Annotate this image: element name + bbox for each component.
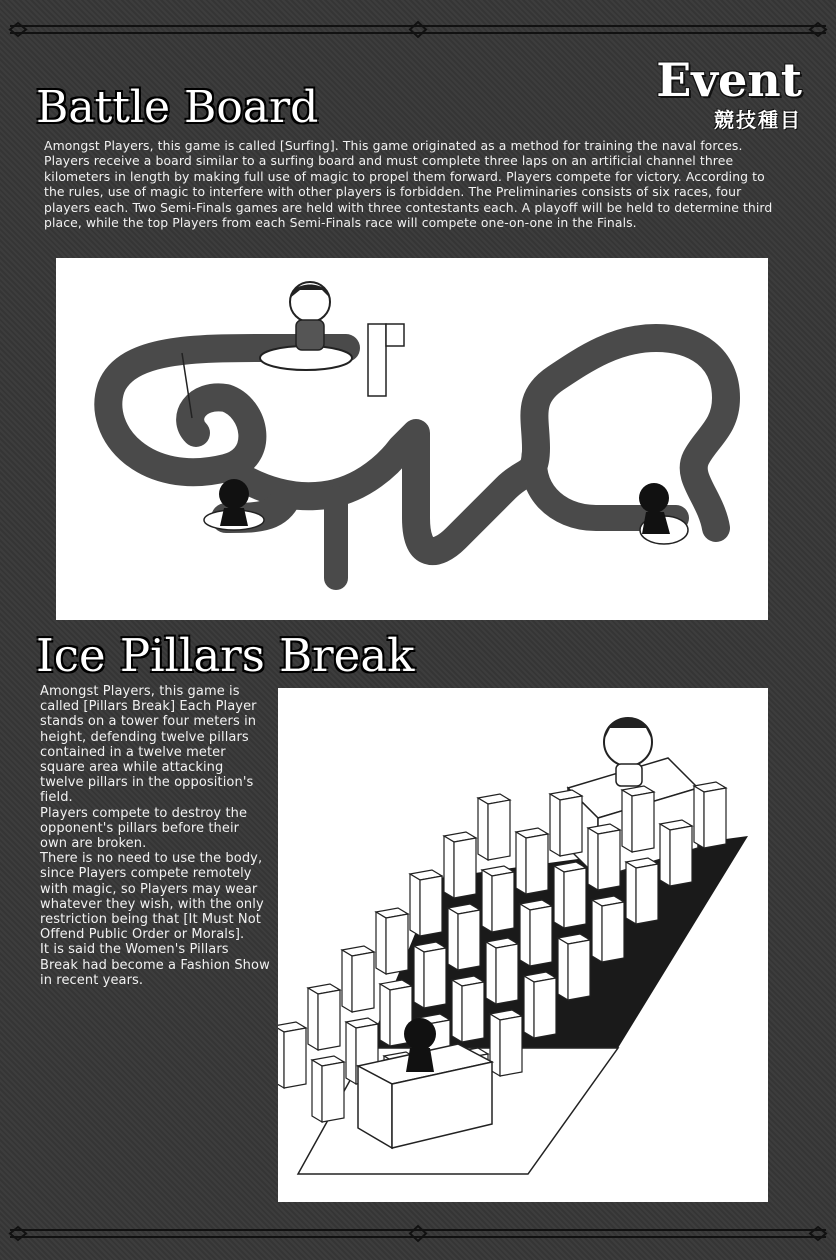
ice-pillar [660, 820, 692, 886]
ice-pillar [694, 782, 726, 848]
ice-pillar [626, 858, 658, 924]
battle-board-title: Battle Board [36, 82, 319, 133]
ice-pillar [516, 828, 548, 894]
event-badge [656, 53, 802, 133]
ice-pillar [278, 1022, 306, 1088]
ice-pillar [622, 786, 654, 852]
ice-pillar [588, 824, 620, 890]
ice-pillar [410, 870, 442, 936]
ice-pillar [558, 934, 590, 1000]
ice-pillars-illustration [278, 688, 768, 1202]
battle-board-description [44, 138, 779, 230]
start-gate [368, 324, 404, 396]
ice-pillar [554, 862, 586, 928]
ice-pillar [452, 976, 484, 1042]
bottom-ornament-border [0, 1222, 836, 1246]
event-kanji-label: 競技種目 [714, 108, 802, 132]
ice-pillar [550, 790, 582, 856]
ice-pillar [444, 832, 476, 898]
ice-pillar [524, 972, 556, 1038]
ice-pillar [376, 908, 408, 974]
event-label: Event [656, 53, 802, 107]
ipb-paragraph-1: Amongst Players, this game is called [Pillars Break] Each Player stands on a tower four meters in height, defending twelve pillars contained in a twelve meter square area while attacking twelve pillars in the opposition's field. [40, 684, 257, 806]
ice-pillars-break-description [40, 684, 270, 988]
ice-pillar [312, 1056, 344, 1122]
player-surfer-character [260, 282, 352, 370]
ipb-paragraph-2: Players compete to destroy the opponent's pillars before their own are broken. [40, 805, 248, 852]
pillars-field-diagram [278, 688, 768, 1202]
ice-pillar [490, 1010, 522, 1076]
ipb-paragraph-4: It is said the Women's Pillars Break had become a Fashion Show in recent years. [40, 942, 270, 988]
ice-pillars-break-title: Ice Pillars Break [36, 629, 415, 682]
battle-board-illustration [56, 258, 768, 620]
ice-pillar [448, 904, 480, 970]
ice-pillar [414, 942, 446, 1008]
ice-pillar [308, 984, 340, 1050]
ice-pillar [482, 866, 514, 932]
near-player-silhouette [404, 1018, 436, 1072]
ipb-paragraph-3: There is no need to use the body, since Players compete remotely with magic, so Players may wear whatever they wish, with the only restriction being that [It Must Not Offend Public Order or Morals]. [40, 851, 264, 943]
top-ornament-border [0, 18, 836, 42]
ice-pillar [520, 900, 552, 966]
ice-pillar [342, 946, 374, 1012]
surfing-channel-diagram [56, 258, 768, 620]
battle-board-text: Amongst Players, this game is called [Surfing]. This game originated as a method for training the naval forces. Players receive a board similar to a surfing board and must complete three laps on an artificial channel three kilometers in length by making full use of magic to propel them forward. Players compete for victory. According to the rules, use of magic to interfere with other players is forbidden. The Preliminaries consists of six races, four players each. Two Semi-Finals games are held with three contestants each. A playoff will be held to determine third place, while the top Players from each Semi-Finals race will compete one-on-one in the Finals. [44, 138, 773, 231]
ice-pillar [592, 896, 624, 962]
ice-pillar [486, 938, 518, 1004]
ice-pillar [478, 794, 510, 860]
